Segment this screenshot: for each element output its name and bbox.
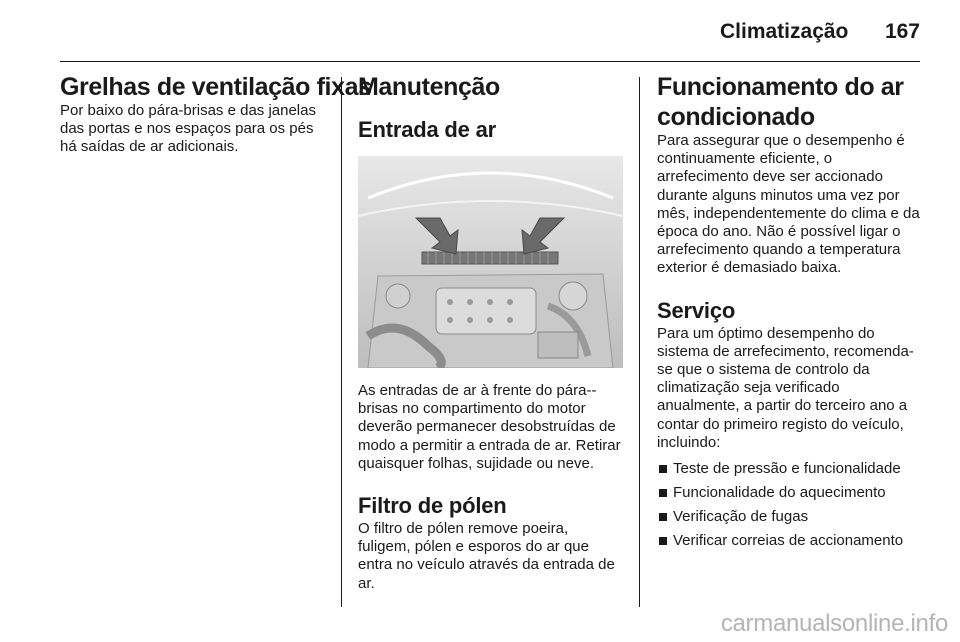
bullet-square-icon [659, 489, 667, 497]
column-1 [60, 72, 372, 157]
column-2 [358, 72, 624, 593]
paragraph-ac-operation: Para assegurar que o desempenho é continuamente eficiente, o arrefecimento deve ser accionado durante alguns minutos uma vez por mês, independentemente do clima e da época do ano. Não é possível ligar o arrefecimento quando a temperatura exterior é demasiado baixa. [657, 132, 920, 277]
paragraph-service: Para um óptimo desempenho do sistema de arrefecimento, recomenda-se que o sistema de controlo da climatização seja verificado anualmente, a partir do terceiro ano a contar do primeiro registo do veículo, incluindo: [657, 324, 914, 451]
subheading-service: Serviço [657, 297, 736, 323]
column-divider-left [341, 77, 342, 607]
paragraph-ventilation: Por baixo do pára-brisas e das janelas das portas e nos espaços para os pés há saídas de ar adicionais. [60, 102, 316, 156]
watermark: carmanualsonline.info [720, 610, 948, 637]
bullet-square-icon [659, 513, 667, 521]
list-item: Teste de pressão e funcionalidade [657, 460, 923, 478]
section-heading-ventilation: Grelhas de ventilação fixas [60, 73, 372, 101]
section-heading-maintenance: Manutenção [358, 73, 500, 101]
subheading-pollen-filter: Filtro de pólen [358, 493, 507, 519]
engine-bay-illustration [358, 156, 623, 368]
service-checklist [657, 460, 923, 550]
list-item: Verificar correias de accionamento [657, 532, 923, 550]
engine-bay-drawing [358, 156, 623, 368]
column-3 [657, 72, 923, 556]
page-number: 167 [884, 20, 920, 43]
column-divider-right [639, 77, 640, 607]
subheading-air-intake: Entrada de ar [358, 117, 497, 142]
bullet-square-icon [659, 537, 667, 545]
paragraph-air-intake: As entradas de ar à frente do pára--brisas no compartimento do motor deverão permanecer desobstruídas de modo a permitir a entrada de ar. Retirar quaisquer folhas, sujidade ou neve. [358, 382, 621, 472]
paragraph-pollen-filter: O filtro de pólen remove poeira, fuligem, pólen e esporos do ar que entra no veículo através da entrada de ar. [358, 520, 615, 592]
page-header-title: Climatização [720, 20, 849, 43]
header-rule [60, 61, 920, 62]
list-item: Verificação de fugas [657, 508, 923, 526]
bullet-square-icon [659, 465, 667, 473]
list-item: Funcionalidade do aquecimento [657, 484, 923, 502]
section-heading-ac-operation: Funcionamento do ar condicionado [657, 73, 904, 131]
